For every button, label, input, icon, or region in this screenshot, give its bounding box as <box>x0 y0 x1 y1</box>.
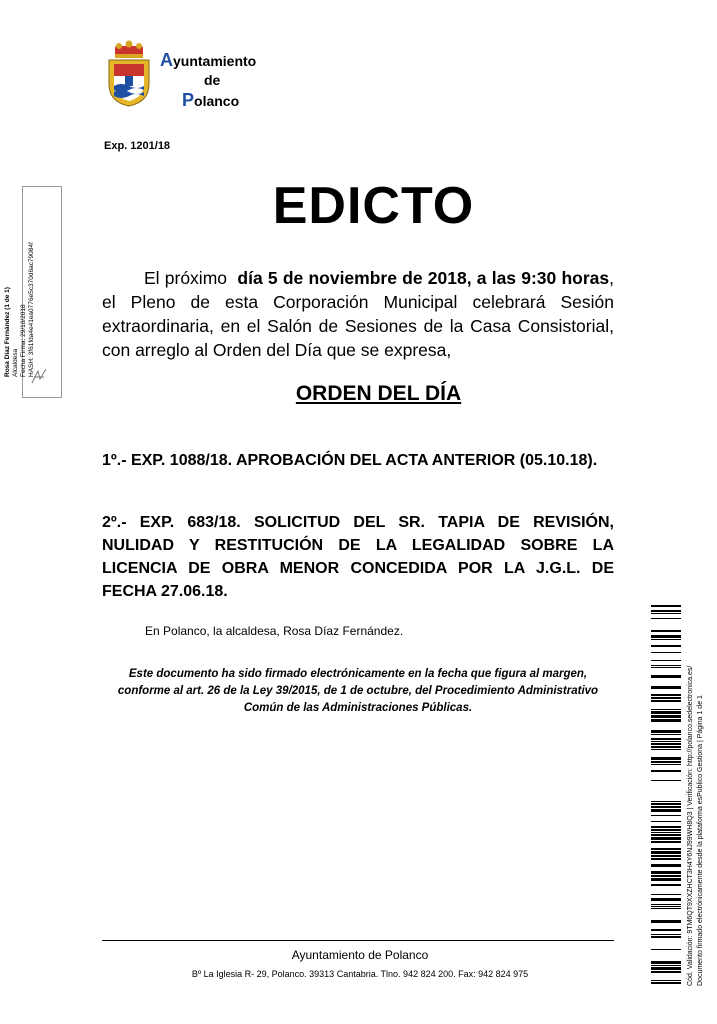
barcode-bar <box>651 982 681 984</box>
barcode-bar <box>651 757 681 760</box>
verification-line2: Documento firmado electrónicamente desde la plataforma esPublico Gestiona | Página 1 de 1 <box>697 695 704 986</box>
footer-address: Bº La Iglesia R- 29, Polanco. 39313 Cantabria. Tlno. 942 824 200. Fax: 942 824 975 <box>191 969 529 979</box>
barcode-bar <box>651 743 681 745</box>
barcode-bar <box>651 980 681 981</box>
stamp-signer: Rosa Díaz Fernández (1 de 1) <box>4 287 11 377</box>
barcode-bar <box>651 829 681 831</box>
document-title: EDICTO <box>272 177 475 235</box>
barcode-bar <box>651 961 681 964</box>
barcode-bar <box>651 761 681 763</box>
barcode-bar <box>651 934 681 935</box>
barcode-bar <box>651 635 681 638</box>
barcode-bar <box>651 967 681 970</box>
barcode-bar <box>651 806 681 808</box>
barcode-bar <box>651 871 681 874</box>
barcode-bar <box>651 841 681 843</box>
coat-of-arms-logo <box>105 40 153 108</box>
barcode-bar <box>651 667 681 668</box>
barcode-bar <box>651 832 681 833</box>
barcode-bar <box>651 746 681 748</box>
barcode-bar <box>651 734 681 735</box>
barcode-bar <box>651 665 681 666</box>
barcode-bar <box>651 864 681 867</box>
barcode-bar <box>651 803 681 805</box>
barcode-bar <box>651 605 681 607</box>
barcode-bar <box>651 645 681 647</box>
barcode-bar <box>651 906 681 907</box>
barcode-bar <box>651 904 681 905</box>
barcode-bar <box>651 675 681 678</box>
org-line1: yuntamiento <box>173 53 257 69</box>
barcode-bar <box>651 686 681 689</box>
barcode-bar <box>651 610 681 612</box>
footer-divider <box>102 940 614 941</box>
org-line2: de <box>204 72 221 88</box>
barcode-bar <box>651 770 681 772</box>
barcode-bar <box>651 780 681 781</box>
barcode-bar <box>651 741 681 742</box>
barcode-bar <box>651 697 681 699</box>
stamp-role: Alcaldesa <box>12 348 19 377</box>
intro-date: día 5 de noviembre de 2018, a las 9:30 horas <box>237 268 610 288</box>
intro-rest: , el Pleno de esta Corporación Municipal celebrará Sesión extraordinaria, en el Salón de Sesiones de la Casa Consistorial, con arreglo al Orden del Día que se expresa, <box>102 268 614 360</box>
org-line3: olanco <box>194 93 240 109</box>
barcode-bar <box>651 851 681 854</box>
barcode-bar <box>651 709 681 710</box>
barcode-bar <box>651 858 681 860</box>
barcode-bar <box>651 894 681 895</box>
barcode-bar <box>651 613 681 614</box>
barcode-bar <box>651 834 681 836</box>
signature-stamp-text <box>4 197 40 377</box>
verification-line1: Cód. Validación: 9TM6QT9XXZHCT3H4Y6NJ99WH8Q3 | Verificación: http://polanco.sedelectronica.es/ <box>687 665 694 986</box>
barcode-bar <box>651 700 681 702</box>
barcode-bar <box>651 749 681 750</box>
barcode-bar <box>651 730 681 733</box>
barcode-bar <box>651 660 681 661</box>
barcode-bar <box>651 764 681 765</box>
electronic-signature-notice: Este documento ha sido firmado electrónicamente en la fecha que figura al margen, conforme al art. 26 de la Ley 39/2015, de 1 de octubre, del Procedimiento Administrativo Común de las Administraciones Públicas. <box>117 668 599 714</box>
barcode-bar <box>651 815 681 816</box>
barcode-bar <box>651 738 681 740</box>
barcode-bar <box>651 809 681 812</box>
stamp-hash: HASH: 3f61fda4e41ea0776e5c370d6ac79084f <box>28 242 35 377</box>
barcode-bar <box>651 826 681 828</box>
barcode-bar <box>651 920 681 923</box>
intro-lead: El próximo <box>144 268 228 288</box>
barcode-bar <box>651 848 681 850</box>
signoff: En Polanco, la alcaldesa, Rosa Díaz Fernández. <box>145 624 404 638</box>
signature-scribble-icon <box>28 365 50 387</box>
barcode-bar <box>651 949 681 950</box>
barcode-bar <box>651 719 681 722</box>
orden-del-dia-heading: ORDEN DEL DÍA <box>295 382 462 405</box>
intro-paragraph <box>102 266 614 362</box>
barcode-bar <box>651 837 681 840</box>
barcode-bar <box>651 965 681 966</box>
barcode-bar <box>651 898 681 901</box>
barcode-bar <box>651 630 681 632</box>
barcode-icon <box>651 605 681 988</box>
footer-org-name: Ayuntamiento de Polanco <box>291 948 429 962</box>
barcode-bar <box>651 929 681 931</box>
barcode-bar <box>651 875 681 877</box>
barcode-bar <box>651 801 681 802</box>
org-initial-p: P <box>182 90 195 110</box>
barcode-bar <box>651 639 681 640</box>
barcode-bar <box>651 908 681 909</box>
expediente-ref: Exp. 1201/18 <box>104 140 171 152</box>
org-initial-a: A <box>160 50 173 70</box>
agenda-item: 1º.- EXP. 1088/18. APROBACIÓN DEL ACTA ANTERIOR (05.10.18). <box>102 452 598 469</box>
barcode-bar <box>651 618 681 619</box>
barcode-bar <box>651 855 681 857</box>
barcode-bar <box>651 936 681 938</box>
barcode-bar <box>651 711 681 714</box>
barcode-bar <box>651 694 681 696</box>
barcode-bar <box>651 971 681 973</box>
verification-text <box>686 586 712 986</box>
barcode-bar <box>651 821 681 822</box>
barcode-bar <box>651 878 681 881</box>
barcode-bar <box>651 715 681 718</box>
agenda-item: 2º.- EXP. 683/18. SOLICITUD DEL SR. TAPIA DE REVISIÓN, NULIDAD Y RESTITUCIÓN DE LA LEGALIDAD SOBRE LA LICENCIA DE OBRA MENOR CONCEDIDA POR LA J.G.L. DE FECHA 27.06.18. <box>102 514 614 600</box>
barcode-bar <box>651 884 681 886</box>
stamp-date: Fecha Firma: 29/10/2018 <box>20 304 27 377</box>
barcode-bar <box>651 652 681 653</box>
